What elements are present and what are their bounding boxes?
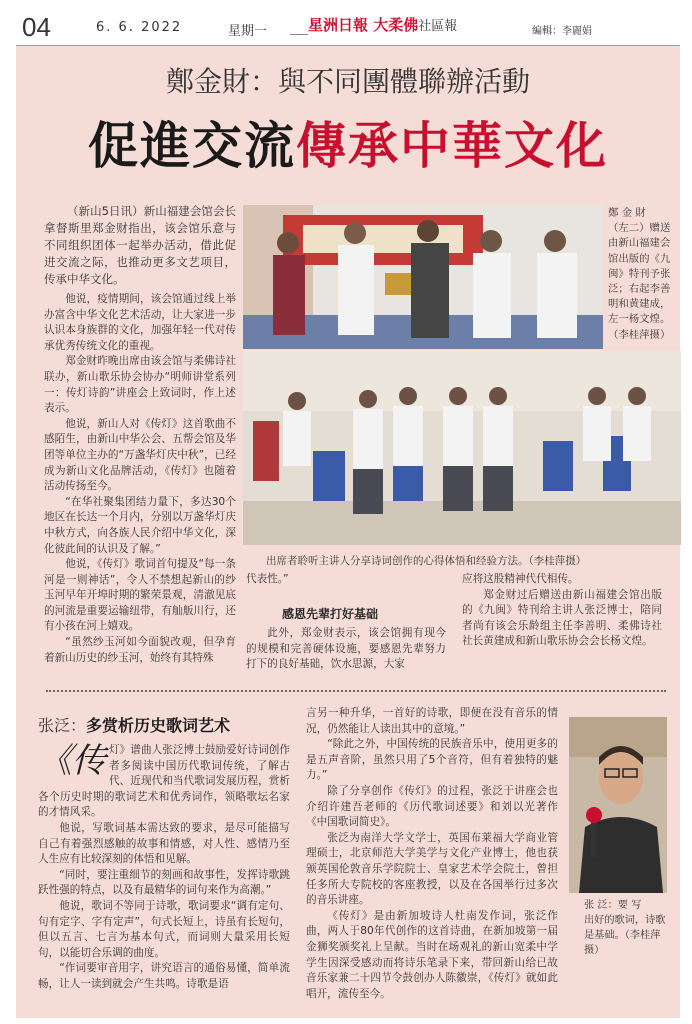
article2-title [38,713,230,736]
article2-paragraph: “作词要审音用字，讲究语言的通俗易懂，简单流畅，让人一读到就会产生共鸣。诗歌是语 [38,962,290,990]
article2-title-text: 多赏析历史歌词艺术 [86,716,231,735]
caption-line: 张 泛：要 写 [584,900,642,911]
article1-paragraph: 此外，郑金财表示，该会馆拥有现今的规模和完善硬体设施，要感恩先辈努力打下的良好基础，饮水思源，大家 [246,627,446,671]
article1-column2b [246,626,446,673]
article1-paragraph: 郑金财过后赠送由新山福建会馆出版的《九闽》特刊给主讲人张泛博士，陪同者尚有该会乐龄组主任李善明、柔佛诗社社长黄建成和新山歌乐协会会长杨文煌。 [462,588,662,648]
photo-audience [243,351,681,545]
headline-part1: 促進交流 [88,116,296,175]
newspaper-page [16,10,680,1018]
article1-paragraph: 他说，疫情期间，该会馆通过线上举办富含中华文化艺术活动，让大家进一步认识本身族群的文化，加强年轻一代对传承优秀传统文化的重视。 [44,293,236,352]
page-header [16,10,680,46]
article2-paragraph: 灯》谱曲人张泛博士鼓励爱好诗词创作者多阅读中国历代歌词传统，了解古代、近现代和当代歌词发展历程，赏析各个历史时期的歌词艺术和优秀词作，领略歌坛名家的才情风采。 [38,744,290,819]
article1-paragraph: 郑金财昨晚出席由该会馆与柔佛诗社联办，新山歌乐协会协办“明师讲堂系列一：传灯诗韵”讲座会上致词时，作上述表示。 [44,355,236,415]
caption-line: 明和黄建成， [608,298,671,311]
photo3-caption [584,898,674,958]
issue-weekday: 星期一 [228,24,268,39]
caption-line: 泛；右起李善 [608,283,671,296]
article2-paragraph: 除了分享创作《传灯》的过程，张泛于讲座会也介绍许建吾老师的《历代歌词述要》和刘以光著作《中国歌词简史》。 [306,784,558,829]
article2-column2 [306,706,558,1002]
article1-paragraph: 他说，新山人对《传灯》这首歌曲不感陌生，由新山中华公会、五帮会馆及华团等单位主办的“万盏华灯庆中秋”，已经成为新山文化品牌活动，《传灯》也随着活动传扬至今。 [44,417,236,493]
issue-date: 6. 6. 2022 [96,20,183,35]
caption-line: 鄭 金 財 [608,207,646,219]
editor-credit: 編輯：李麗娟 [532,26,592,37]
article2-dropcap: 《传 [38,741,106,781]
caption-line: 馆出版的《九 [608,252,671,265]
article1-paragraph: 代表性。” [246,573,289,585]
section-divider [46,690,666,692]
article1-paragraph: 应将这股精神代代相传。 [462,573,579,585]
article2-paragraph: 言另一种升华，一首好的诗歌，即便在没有音乐的情况，仍然能让人读出其中的意境。” [306,707,558,735]
article1-subtitle: 感恩先辈打好基础 [282,607,379,621]
article1-lead: （新山5日讯）新山福建会馆会长拿督斯里郑金财指出，该会馆乐意与不同组织团体一起举办活动，借此促进交流之际，也推动更多文艺项目，传承中华文化。 [44,204,236,286]
article2-paragraph: 张泛为南洋大学文学士，英国布莱福大学商业管理硕士，北京师范大学美学与文化产业博士，他也获颁英国伦敦音乐学院院士、皇家艺术学会院士，曾担任多所大专院校的客座教授，以及在各国举行过多次的音乐讲座。 [306,831,558,907]
article1-column1 [44,203,236,666]
article2-paragraph: 《传灯》是由新加坡诗人杜南发作词，张泛作曲，两人于80年代创作的这首诗曲，在新加坡第一届金狮奖颁奖礼上呈献。当时在场观礼的新山宽柔中学学生因深受感动而将诗乐笔录下来，带回新山给已故音乐家兼二十四节令鼓创办人陈徽崇，《传灯》就如此唱开，流传至今。 [306,909,558,1000]
paper-logo [308,14,457,35]
article1-column2 [246,572,446,588]
subheadline: 鄭金財：與不同團體聯辦活動 [165,65,530,98]
article2-paragraph: “除此之外，中国传统的民族音乐中，使用更多的是五声音阶，虽然只用了5个音符，但有着独特的魅力。” [306,738,558,782]
caption-line: 闽》特刊予张 [608,267,671,280]
paper-name: 星洲日報 [308,16,369,34]
photo-handover [243,205,603,349]
section-suffix: 社區報 [418,19,458,34]
article2-paragraph: 他说，写歌词基本需达致的要求，是尽可能描写自己有着强烈感触的故事和情感，对人性、感情乃至人生应有比较深刻的体悟和见解。 [38,821,290,866]
caption-line: （李桂萍摄） [608,328,671,341]
photo2-caption: 出席者聆听主讲人分享诗词创作的心得体悟和经验方法。（李桂萍摄） [266,555,587,567]
article1-paragraph: 他说，《传灯》歌词首句提及“每一条河是一则神话”，令人不禁想起新山的纱玉河早年开埠时期的繁荣景观，清澈见底的河流是重要运输纽带，有舢舨川行，还有小孩在河上嬉戏。 [44,558,236,633]
photo1-caption [608,206,674,343]
article2-title-name: 张泛： [38,716,87,735]
caption-line: 摄） [584,945,605,956]
article1-column3 [462,572,662,650]
article1-paragraph: “虽然纱玉河如今面貌改观，但孕育着新山历史的纱玉河，始终有其特殊 [44,636,236,664]
headline-part2: 傳承中華文化 [296,117,608,175]
article2-column1 [38,743,290,993]
page-number: 04 [22,12,51,42]
headline [16,106,680,178]
photo-portrait [569,717,667,893]
caption-line: 由新山福建会 [608,237,671,250]
article2-paragraph: 他说，歌词不等同于诗歌，歌词要求“调有定句、句有定字、字有定声”，句式长短上，诗虽有长短句，但以五言、七言为基本句式，而词则大量采用长短句，以能切合乐调的曲度。 [38,899,290,959]
caption-line: （左二）赠送 [608,222,671,235]
header-divider [290,34,308,35]
caption-line: 左一杨文煌。 [608,313,671,326]
caption-line: 出好的歌词，诗歌 [584,915,666,926]
article1-paragraph: “在华社聚集团结力量下，多达30个地区在长达一个月内，分别以万盏华灯庆中秋方式，向各族人民介绍中华文化，深化彼此间的认识及了解。” [44,495,236,555]
article2-paragraph: “同时，要注重细节的刻画和故事性，发挥诗歌跳跃性强的特点，以及有最精华的词句来作为高潮。” [38,868,290,897]
section-name: 大柔佛 [373,16,419,34]
caption-line: 是基础。（李桂萍 [584,930,661,941]
